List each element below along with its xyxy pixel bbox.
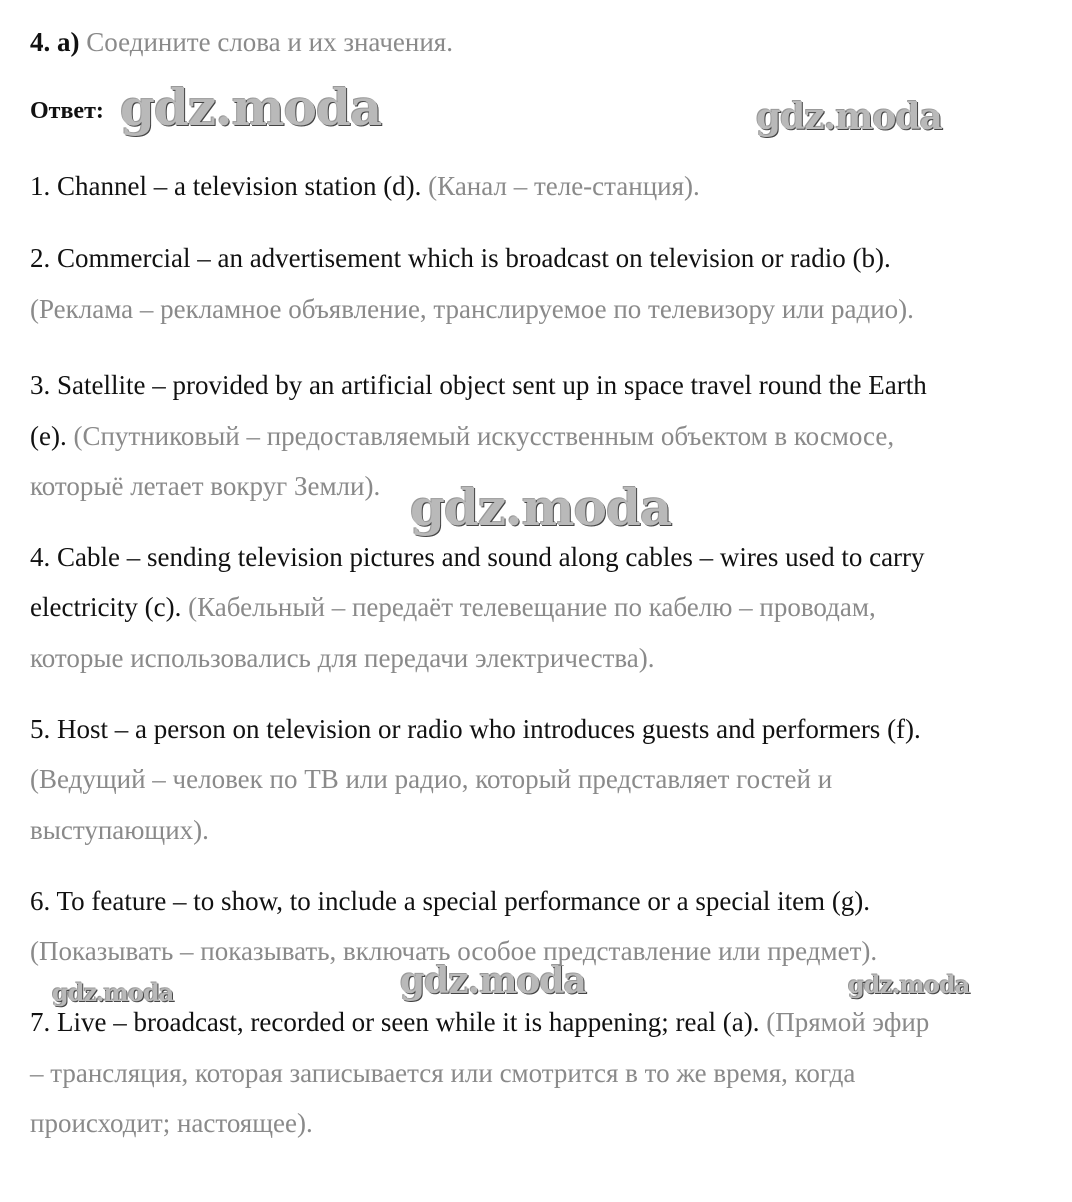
answer-line	[30, 814, 209, 846]
watermark-logo: gdz.moda	[756, 96, 942, 138]
answer-line	[30, 935, 877, 967]
answer-line	[30, 885, 870, 917]
answer-line	[30, 242, 891, 274]
answer-line-translation: (Кабельный – передаёт телевещание по кабелю – проводам,	[181, 592, 876, 622]
answer-line	[30, 763, 832, 795]
answer-line-translation: (Ведущий – человек по ТВ или радио, который представляет гостей и	[30, 764, 833, 794]
answer-line-translation: которые использовались для передачи электричества).	[30, 643, 655, 673]
answer-line-translation: (Показывать – показывать, включать особое представление или предмет).	[30, 936, 878, 966]
answer-line-translation: (Прямой эфир	[759, 1007, 930, 1037]
watermark-logo: gdz.moda	[848, 970, 970, 999]
answer-line-text: electricity (c).	[30, 592, 182, 622]
answer-line-text: 2. Commercial – an advertisement which is broadcast on television or radio (b).	[30, 243, 891, 273]
answer-line-translation: (Реклама – рекламное объявление, транслируемое по телевизору или радио).	[30, 294, 914, 324]
answer-line	[30, 170, 700, 202]
answer-line-text: 1. Channel – a television station (d).	[30, 171, 422, 201]
answer-line	[30, 642, 655, 674]
watermark-logo: gdz.moda	[52, 978, 174, 1007]
answer-line	[30, 420, 894, 452]
task-instruction: Соедините слова и их значения.	[86, 27, 453, 57]
answer-line-translation: выступающих).	[30, 815, 209, 845]
task-heading	[30, 26, 453, 58]
task-number: 4. а)	[30, 27, 80, 57]
answer-line	[30, 470, 380, 502]
answer-line-translation: которыё летает вокруг Земли).	[30, 471, 381, 501]
answer-label: Ответ:	[30, 98, 104, 124]
answer-line	[30, 541, 925, 573]
answer-line-translation: происходит; настоящее).	[30, 1108, 313, 1138]
watermark-logo: gdz.moda	[120, 78, 382, 137]
answer-line	[30, 293, 914, 325]
answer-line	[30, 713, 921, 745]
answer-line-text: 4. Cable – sending television pictures and sound along cables – wires used to carry	[30, 542, 925, 572]
answer-line-translation: – трансляция, которая записывается или смотрится в то же время, когда	[30, 1058, 856, 1088]
answer-line	[30, 1107, 313, 1139]
answer-line	[30, 1057, 855, 1089]
answer-line-text: 5. Host – a person on television or radio who introduces guests and performers (f).	[30, 714, 921, 744]
answer-line-translation: (Спутниковый – предоставляемый искусственным объектом в космосе,	[66, 421, 895, 451]
answer-line-text: 7. Live – broadcast, recorded or seen while it is happening; real (a).	[30, 1007, 760, 1037]
answer-line-text: (e).	[30, 421, 67, 451]
answer-line-text: 3. Satellite – provided by an artificial object sent up in space travel round the Earth	[30, 370, 927, 400]
watermark-logo: gdz.moda	[400, 960, 586, 1002]
answer-line-translation: (Канал – теле-станция).	[421, 171, 700, 201]
answer-line	[30, 591, 876, 623]
answer-line	[30, 369, 927, 401]
answer-line-text: 6. To feature – to show, to include a special performance or a special item (g).	[30, 886, 871, 916]
watermark-logo: gdz.moda	[410, 478, 672, 537]
answer-line	[30, 1006, 929, 1038]
